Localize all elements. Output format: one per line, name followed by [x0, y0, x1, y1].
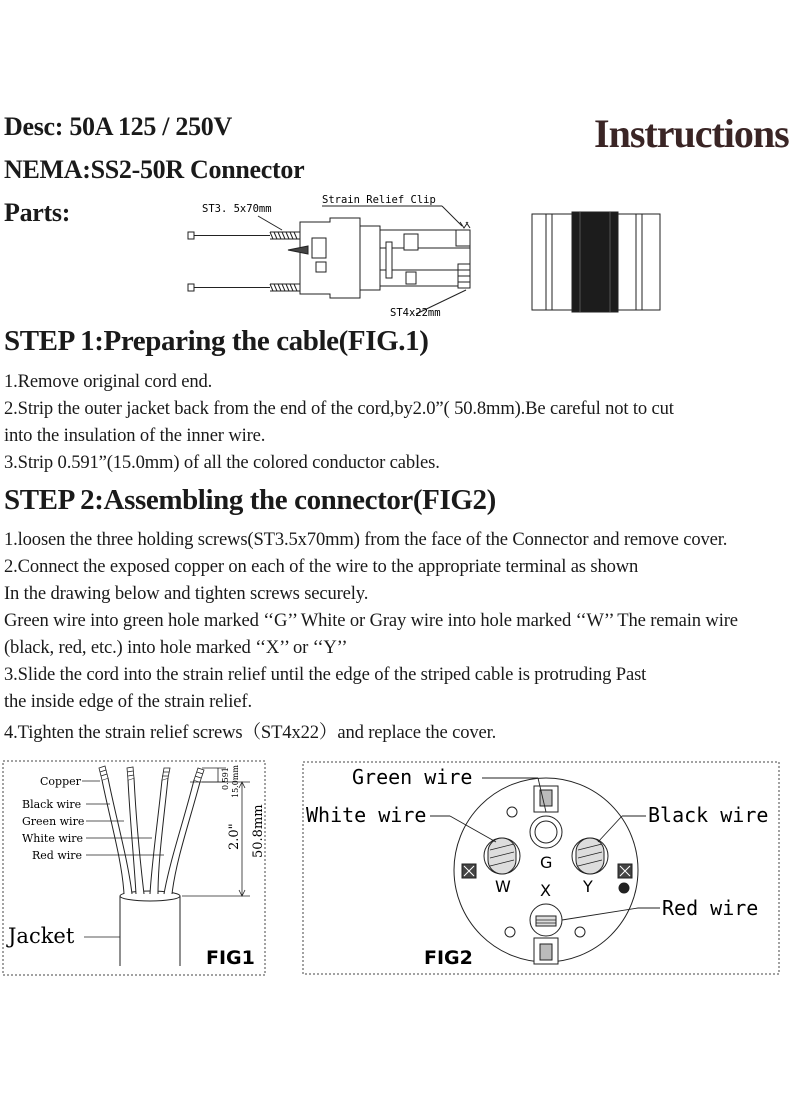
strain-relief-clip-label: Strain Relief Clip: [322, 194, 436, 206]
step1-line-2: 2.Strip the outer jacket back from the end of the cord,by2.0”( 50.8mm).Be careful not to cut: [4, 398, 674, 419]
step1-line-4: 3.Strip 0.591”(15.0mm) of all the colored conductor cables.: [4, 452, 440, 473]
terminal-w: [484, 838, 520, 874]
fig1-cable-diagram: [2, 760, 266, 976]
terminal-x-label: X: [540, 881, 551, 900]
terminal-w-label: W: [495, 877, 511, 896]
fig1-copper-label: Copper: [40, 775, 81, 788]
fig1-jacket-label: Jacket: [8, 924, 75, 948]
fig1-dim-large-mm: 50.8mm: [251, 804, 266, 858]
terminal-y: [572, 838, 608, 874]
parts-diagram: [180, 190, 680, 320]
holding-screw-bottom: [188, 284, 300, 291]
fig2-terminal-diagram: [302, 760, 782, 976]
step2-line-5: (black, red, etc.) into hole marked ‘‘X’’ or ‘‘Y’’: [4, 637, 348, 658]
step1-heading: STEP 1:Preparing the cable(FIG.1): [4, 325, 429, 357]
fig2-caption: FIG2: [424, 947, 473, 969]
terminal-y-label: Y: [583, 877, 593, 896]
fig2-black-wire-label: Black wire: [648, 803, 769, 827]
relief-screw-label: ST4x22mm: [390, 307, 441, 319]
connector-body-side: [288, 218, 470, 298]
step2-heading: STEP 2:Assembling the connector(FIG2): [4, 484, 496, 516]
fig1-white-wire-label: White wire: [22, 832, 84, 845]
fig1-green-wire-label: Green wire: [22, 815, 85, 828]
fig2-green-wire-label: Green wire: [352, 765, 473, 789]
terminal-g-label: G: [540, 853, 553, 872]
fig1-dim-large-in: 2.0": [227, 823, 242, 850]
description: Desc: 50A 125 / 250V: [4, 112, 232, 141]
step2-line-1: 1.loosen the three holding screws(ST3.5x70mm) from the face of the Connector and remove cover.: [4, 529, 728, 550]
parts-label: Parts:: [4, 198, 71, 227]
connector-cover: [532, 212, 660, 312]
step1-line-3: into the insulation of the inner wire.: [4, 425, 266, 446]
nema-type: NEMA:SS2-50R Connector: [4, 155, 305, 184]
fig2-red-wire-label: Red wire: [662, 896, 759, 920]
fig1-black-wire-label: Black wire: [22, 798, 82, 811]
step2-line-6: 3.Slide the cord into the strain relief until the edge of the striped cable is protruding Past: [4, 664, 647, 685]
step2-line-8: 4.Tighten the strain relief screws（ST4x22）and replace the cover.: [4, 722, 497, 743]
screw-label: ST3. 5x70mm: [202, 203, 272, 215]
terminal-x: [530, 904, 562, 936]
fig1-red-wire-label: Red wire: [32, 849, 83, 862]
step1-line-1: 1.Remove original cord end.: [4, 371, 213, 392]
fig1-caption: FIG1: [206, 947, 255, 969]
holding-screw-top: [188, 232, 300, 239]
step2-line-4: Green wire into green hole marked ‘‘G’’ White or Gray wire into hole marked ‘‘W’’ The remain wire: [4, 610, 738, 631]
fig1-dim-small-mm: 15.0mm: [231, 765, 240, 798]
page-title: Instructions: [594, 111, 789, 156]
step2-line-3: In the drawing below and tighten screws securely.: [4, 583, 369, 604]
step2-line-7: the inside edge of the strain relief.: [4, 691, 252, 712]
fig1-dim-small-in: 0.591: [221, 767, 230, 790]
fig2-white-wire-label: White wire: [306, 803, 427, 827]
step2-line-2: 2.Connect the exposed copper on each of the wire to the appropriate terminal as shown: [4, 556, 639, 577]
